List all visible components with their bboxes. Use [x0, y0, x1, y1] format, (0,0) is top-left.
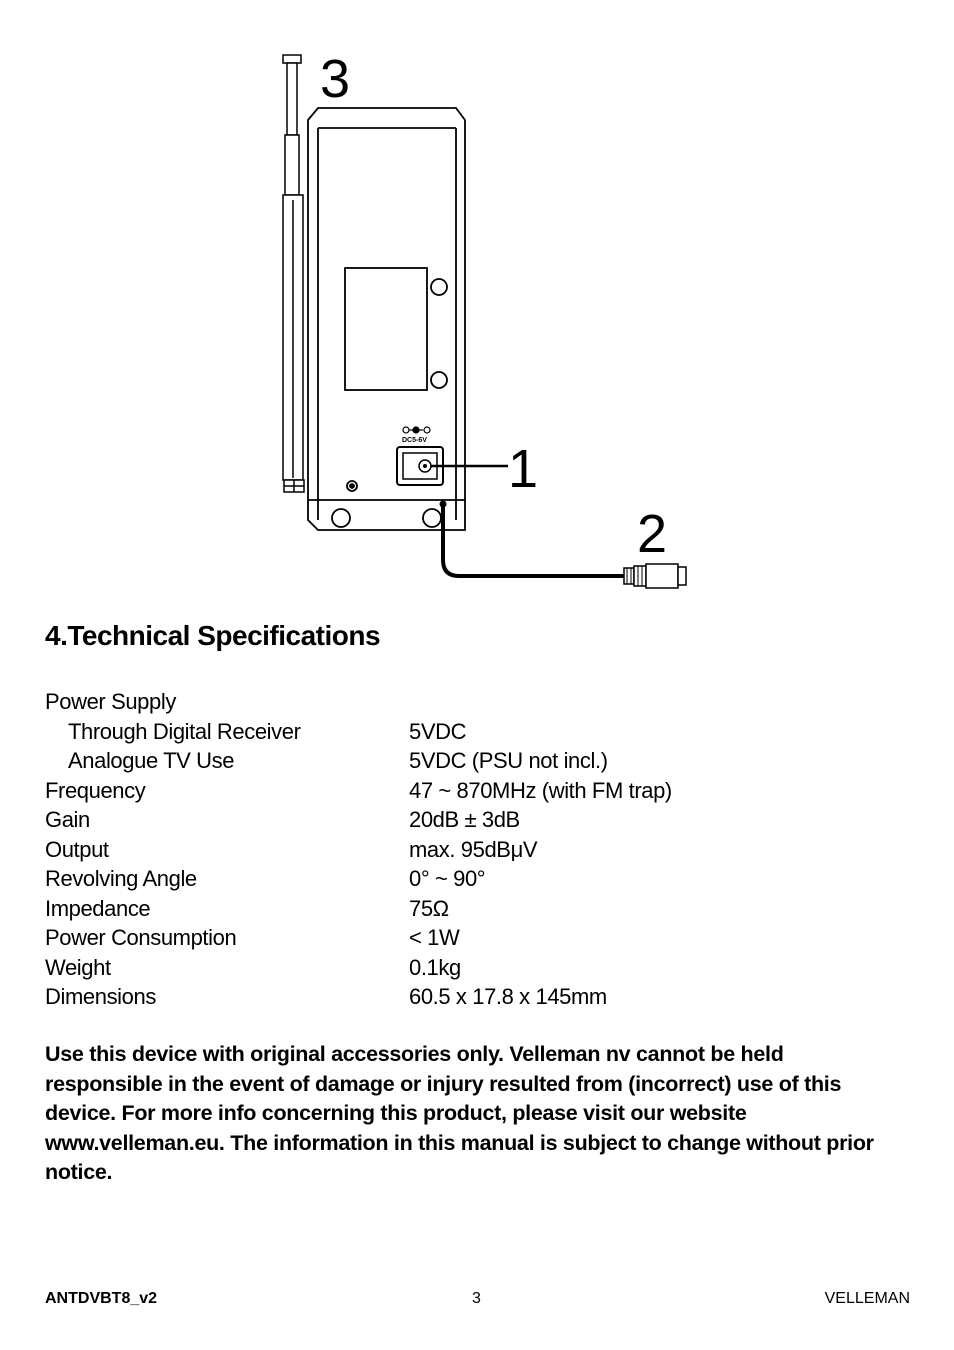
- notice-paragraph: Use this device with original accessories only. Velleman nv cannot be held responsible in the event of damage or injury resulted from (incorrect) use of this device. For more info concerning this product, please visit our website www.velleman.eu. The information in this manual is subject to change without prior notice.: [45, 1042, 874, 1184]
- callout-2: 2: [637, 504, 668, 564]
- spec-label: Power Consumption: [45, 925, 237, 950]
- spec-row-impedance: [45, 894, 865, 924]
- spec-value: 0° ~ 90°: [409, 866, 486, 891]
- spec-value: max. 95dBμV: [409, 836, 538, 862]
- telescopic-antenna: [283, 55, 304, 492]
- mount-holes: [332, 279, 447, 527]
- spec-value: 5VDC (PSU not incl.): [409, 748, 608, 773]
- spec-row-through-receiver: [45, 717, 865, 747]
- polarity-symbol: [403, 427, 430, 433]
- spec-label: Gain: [45, 807, 90, 832]
- spec-label: Through Digital Receiver: [68, 718, 301, 744]
- spec-row-power-consumption: [45, 923, 865, 953]
- spec-row-weight: [45, 953, 865, 983]
- spec-value: 60.5 x 17.8 x 145mm: [409, 984, 607, 1009]
- spec-label: Frequency: [45, 777, 146, 803]
- spec-value: 75Ω: [409, 895, 449, 921]
- spec-row-revolving-angle: [45, 864, 865, 894]
- spec-row-dimensions: [45, 982, 865, 1012]
- footer-model: ANTDVBT8_v2: [45, 1290, 158, 1307]
- spec-label: Weight: [45, 954, 111, 980]
- footer-brand: VELLEMAN: [824, 1290, 910, 1307]
- spec-value: 20dB ± 3dB: [409, 807, 520, 832]
- spec-label: Dimensions: [45, 984, 156, 1009]
- spec-value: 5VDC: [409, 718, 467, 744]
- spec-label: Output: [45, 836, 109, 862]
- callout-3: 3: [320, 49, 351, 109]
- spec-label: Power Supply: [45, 689, 176, 714]
- spec-value: 0.1kg: [409, 954, 461, 980]
- spec-label: Revolving Angle: [45, 866, 197, 891]
- antenna-device-illustration: [0, 0, 954, 600]
- spec-table: [45, 687, 865, 1012]
- spec-value: 47 ~ 870MHz (with FM trap): [409, 777, 672, 803]
- spec-value: < 1W: [409, 925, 460, 950]
- footer-page-number: 3: [472, 1290, 481, 1307]
- spec-row-output: [45, 835, 865, 865]
- spec-label: Impedance: [45, 895, 151, 921]
- spec-row-power-supply: [45, 687, 865, 717]
- label-plate: [345, 268, 427, 390]
- callout-1: 1: [508, 439, 539, 499]
- spec-row-gain: [45, 805, 865, 835]
- section-heading: 4.Technical Specifications: [45, 620, 381, 651]
- spec-row-analogue-tv: [45, 746, 865, 776]
- spec-row-frequency: [45, 776, 865, 806]
- jack-label: DC5-6V: [402, 437, 427, 444]
- dc-jack: [397, 427, 443, 485]
- spec-label: Analogue TV Use: [68, 748, 235, 773]
